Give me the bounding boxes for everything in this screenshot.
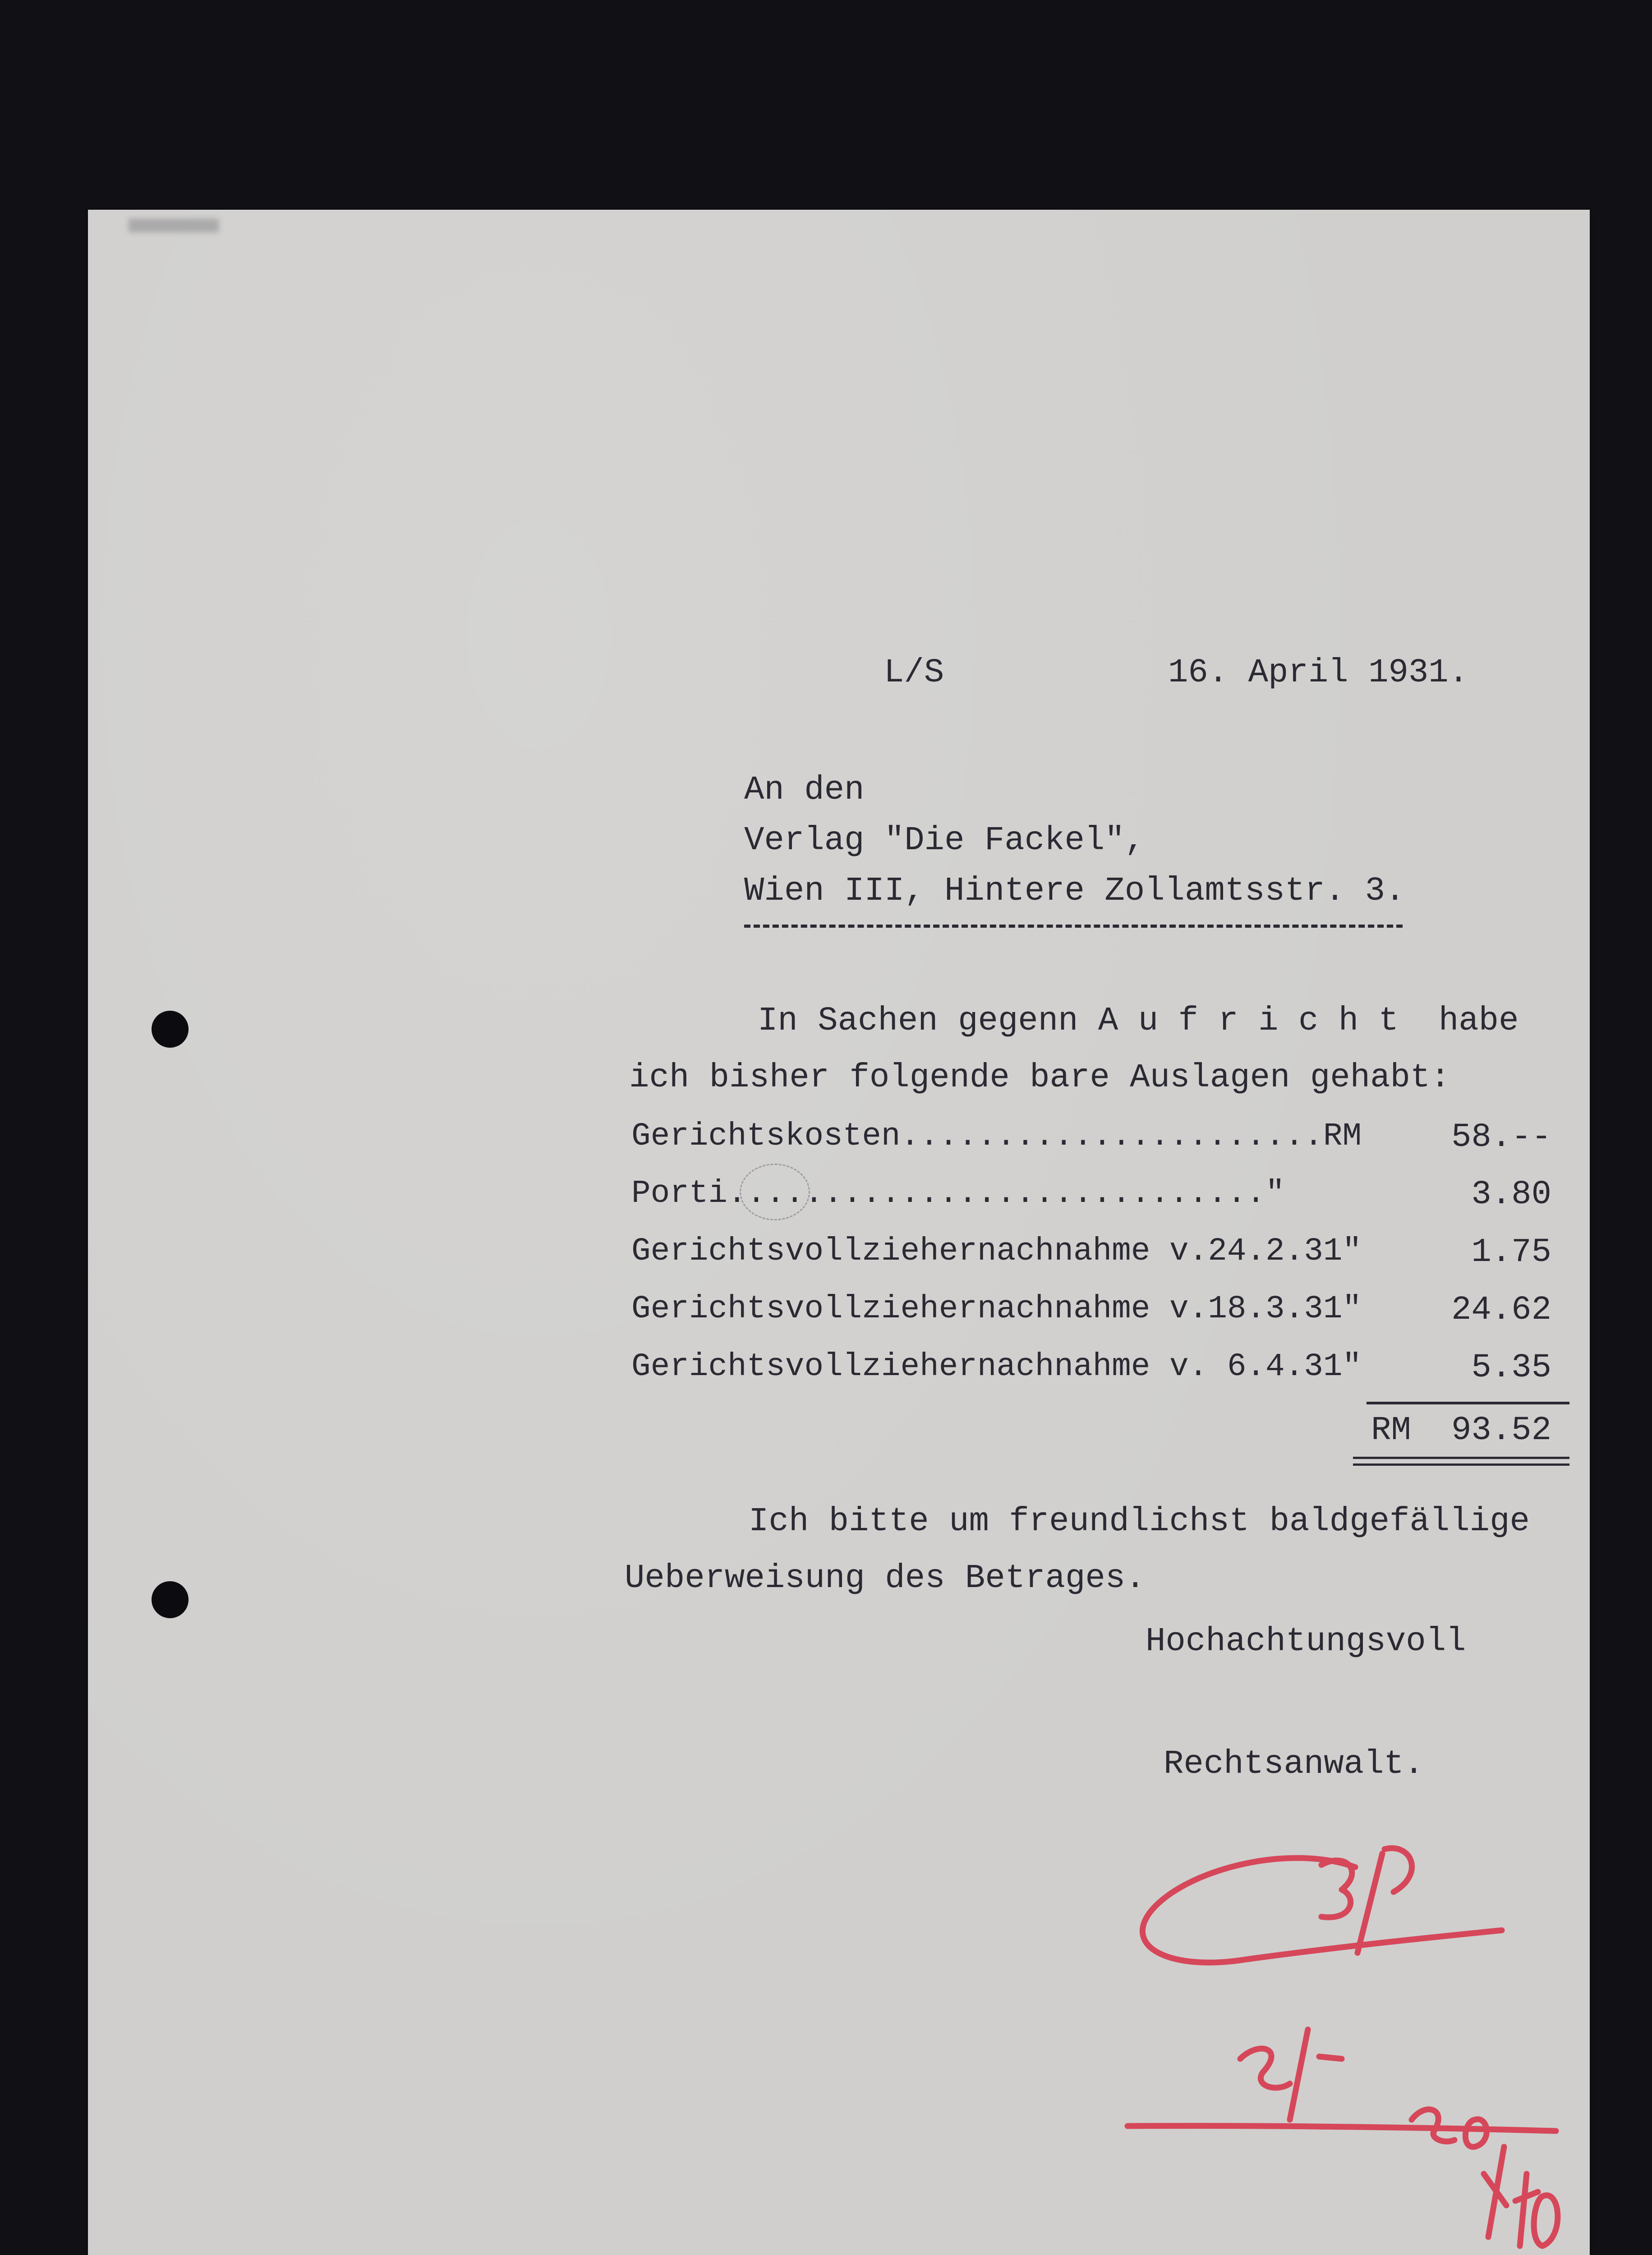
signature-title: Rechtsanwalt. bbox=[1164, 1745, 1424, 1783]
expense-amount: 24.62 bbox=[1451, 1291, 1551, 1329]
total-currency: RM bbox=[1371, 1412, 1411, 1450]
letter-date: 16. April 1931. bbox=[1168, 654, 1469, 692]
closing-salutation: Hochachtungsvoll bbox=[1146, 1623, 1466, 1661]
expense-label: Gerichtskosten......................RM bbox=[631, 1118, 1362, 1155]
expense-amount: 5.35 bbox=[1471, 1349, 1551, 1387]
intro-line-1: In Sachen gegenn A u f r i c h t habe bbox=[758, 1002, 1519, 1040]
total-amount: 93.52 bbox=[1451, 1412, 1551, 1450]
recipient-line-2: Verlag "Die Fackel", bbox=[744, 822, 1145, 860]
intro-line-2: ich bisher folgende bare Auslagen gehabt: bbox=[629, 1059, 1450, 1097]
request-line-2: Ueberweisung des Betrages. bbox=[625, 1560, 1146, 1597]
expense-amount: 58.-- bbox=[1451, 1118, 1551, 1156]
expense-amount: 3.80 bbox=[1471, 1176, 1551, 1214]
expense-label: Gerichtsvollziehernachnahme v. 6.4.31" bbox=[631, 1349, 1362, 1385]
request-line-1: Ich bitte um freundlichst baldgefällige bbox=[749, 1503, 1530, 1541]
reference-code: L/S bbox=[884, 654, 944, 692]
recipient-line-3: Wien III, Hintere Zollamtsstr. 3. bbox=[744, 872, 1405, 910]
expense-amount: 1.75 bbox=[1471, 1233, 1551, 1271]
expense-label: Gerichtsvollziehernachnahme v.24.2.31" bbox=[631, 1233, 1362, 1270]
expense-label: Gerichtsvollziehernachnahme v.18.3.31" bbox=[631, 1291, 1362, 1327]
recipient-line-1: An den bbox=[744, 771, 865, 809]
expense-label: Porti............................" bbox=[631, 1176, 1285, 1212]
